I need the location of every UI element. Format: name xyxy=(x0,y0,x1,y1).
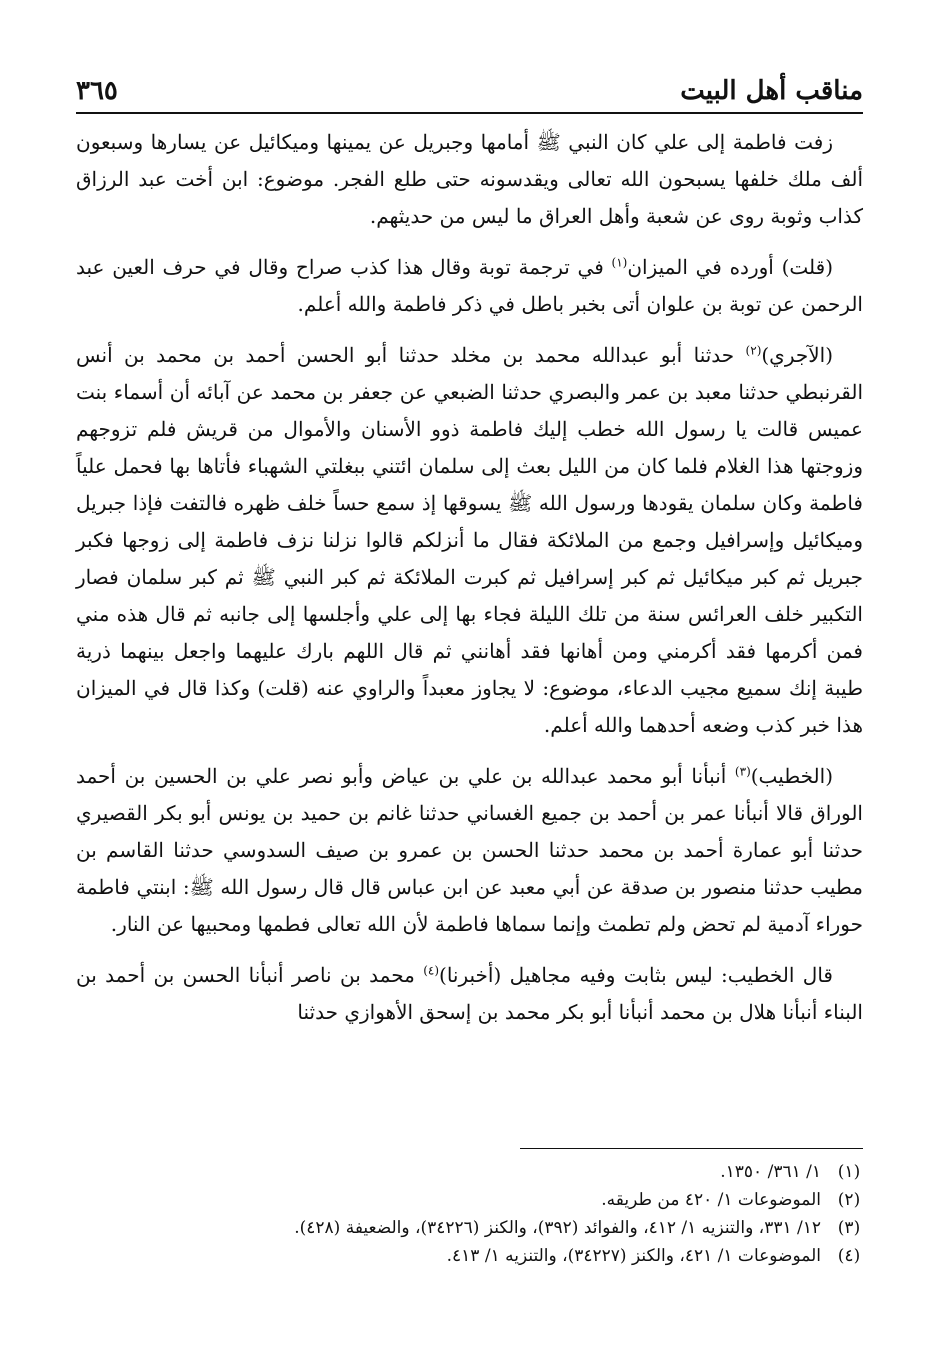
footnote-ref-3: (٣) xyxy=(734,764,751,779)
paragraph-5 xyxy=(76,957,863,1031)
paragraph-text: (الآجري) xyxy=(761,343,833,367)
footnote-2 xyxy=(76,1186,863,1214)
footnote-divider xyxy=(520,1148,863,1149)
footnote-ref-1: (١) xyxy=(611,255,628,270)
footnote-4 xyxy=(76,1242,863,1270)
paragraph-1 xyxy=(76,124,863,235)
main-text xyxy=(76,124,863,1045)
footnote-text: ١/ ٣٦١/ ١٣٥٠. xyxy=(720,1162,821,1182)
paragraph-2 xyxy=(76,249,863,323)
header-divider xyxy=(76,112,863,114)
footnote-1 xyxy=(76,1158,863,1186)
footnote-ref-2: (٢) xyxy=(745,343,762,358)
footnote-number: (١) xyxy=(837,1162,861,1182)
footnote-text: ١٢/ ٣٣١، والتنزيه ١/ ٤١٢، والفوائد (٣٩٢)، والكنز (٣٤٢٢٦)، والضعيفة (٤٢٨). xyxy=(294,1218,821,1238)
page-number: ٣٦٥ xyxy=(76,76,118,106)
paragraph-4 xyxy=(76,758,863,943)
paragraph-text: زفت فاطمة إلى علي كان النبي ﷺ أمامها وجبريل عن يمينها وميكائيل عن يسارها وسبعون ألف ملك خلفها يسبحون الله تعالى ويقدسونه حتى طلع الفجر. موضوع: ابن أخت عبد الرزاق كذاب وثوبة روى عن شعبة وأهل العراق ما ليس من حديثهم. xyxy=(76,130,863,228)
paragraph-text: (الخطيب) xyxy=(750,764,833,788)
paragraph-text: أنبأنا أبو محمد عبدالله بن علي بن عياض وأبو نصر علي بن الحسين بن أحمد الوراق قالا أنبأنا عمر بن أحمد بن جميع الغساني حدثنا غانم بن حميد بن يونس أبو بكر القصيري حدثنا أبو عمارة أحمد بن محمد حدثنا الحسن بن عمرو بن صيف السدوسي حدثنا القاسم بن مطيب حدثنا منصور بن صدقة عن أبي معبد عن ابن عباس قال قال رسول الله ﷺ: ابنتي فاطمة حوراء آدمية لم تحض ولم تطمث وإنما سماها فاطمة لأن الله تعالى فطمها ومحبيها عن النار. xyxy=(76,764,863,936)
paragraph-text: محمد بن ناصر أنبأنا الحسن بن أحمد بن البناء أنبأنا هلال بن محمد أنبأنا أبو بكر محمد بن إسحق الأهوازي حدثنا xyxy=(76,963,863,1024)
paragraph-3 xyxy=(76,337,863,744)
paragraph-text: في ترجمة توبة وقال هذا كذب صراح وقال في حرف العين عبد الرحمن عن توبة بن علوان أتى بخبر باطل في ذكر فاطمة والله أعلم. xyxy=(76,255,863,316)
footnote-ref-4: (٤) xyxy=(423,963,440,978)
footnotes xyxy=(76,1158,863,1270)
footnote-number: (٢) xyxy=(837,1190,861,1210)
running-title: مناقب أهل البيت xyxy=(680,76,863,106)
page-header xyxy=(76,66,863,106)
paragraph-text: قال الخطيب: ليس بثابت وفيه مجاهيل (أخبرنا) xyxy=(439,963,833,987)
footnote-number: (٤) xyxy=(837,1246,861,1266)
footnote-3 xyxy=(76,1214,863,1242)
footnote-text: الموضوعات ١/ ٤٢١، والكنز (٣٤٢٢٧)، والتنزيه ١/ ٤١٣. xyxy=(446,1246,821,1266)
footnote-number: (٣) xyxy=(837,1218,861,1238)
footnote-text: الموضوعات ١/ ٤٢٠ من طريقه. xyxy=(601,1190,821,1210)
paragraph-text: (قلت) أورده في الميزان xyxy=(627,255,833,279)
paragraph-text: حدثنا أبو عبدالله محمد بن مخلد حدثنا أبو الحسن أحمد بن محمد بن أنس القرنبطي حدثنا معبد بن عمر والبصري حدثنا الضبعي عن جعفر بن محمد عن آبائه أن أسماء بنت عميس قالت يا رسول الله خطب إليك فاطمة ذوو الأسنان والأموال من قريش فلم تزوجهم وزوجتها هذا الغلام فلما كان من الليل بعث إلى سلمان ائتني ببغلتي الشهباء فأتاها بها فحمل علياً فاطمة وكان سلمان يقودها ورسول الله ﷺ يسوقها إذ سمع حساً خلف ظهره فالتفت فإذا جبريل وميكائيل وإسرافيل وجمع من الملائكة فقال ما أنزلكم قالوا نزلنا نزف فاطمة إلى زوجها فكبر جبريل ثم كبر ميكائيل ثم كبر إسرافيل ثم كبرت الملائكة ثم كبر النبي ﷺ ثم كبر سلمان فصار التكبير خلف العرائس سنة من تلك الليلة فجاء بها إلى علي وأجلسها إلى جانبه ثم قال هذه مني فمن أكرمها فقد أكرمني ومن أهانها فقد أهانني ثم قال اللهم بارك عليهما واجعل بينهما ذرية طيبة إنك سميع مجيب الدعاء، موضوع: لا يجاوز معبداً والراوي عنه (قلت) وكذا قال في الميزان هذا خبر كذب وضعه أحدهما والله أعلم. xyxy=(76,343,863,737)
